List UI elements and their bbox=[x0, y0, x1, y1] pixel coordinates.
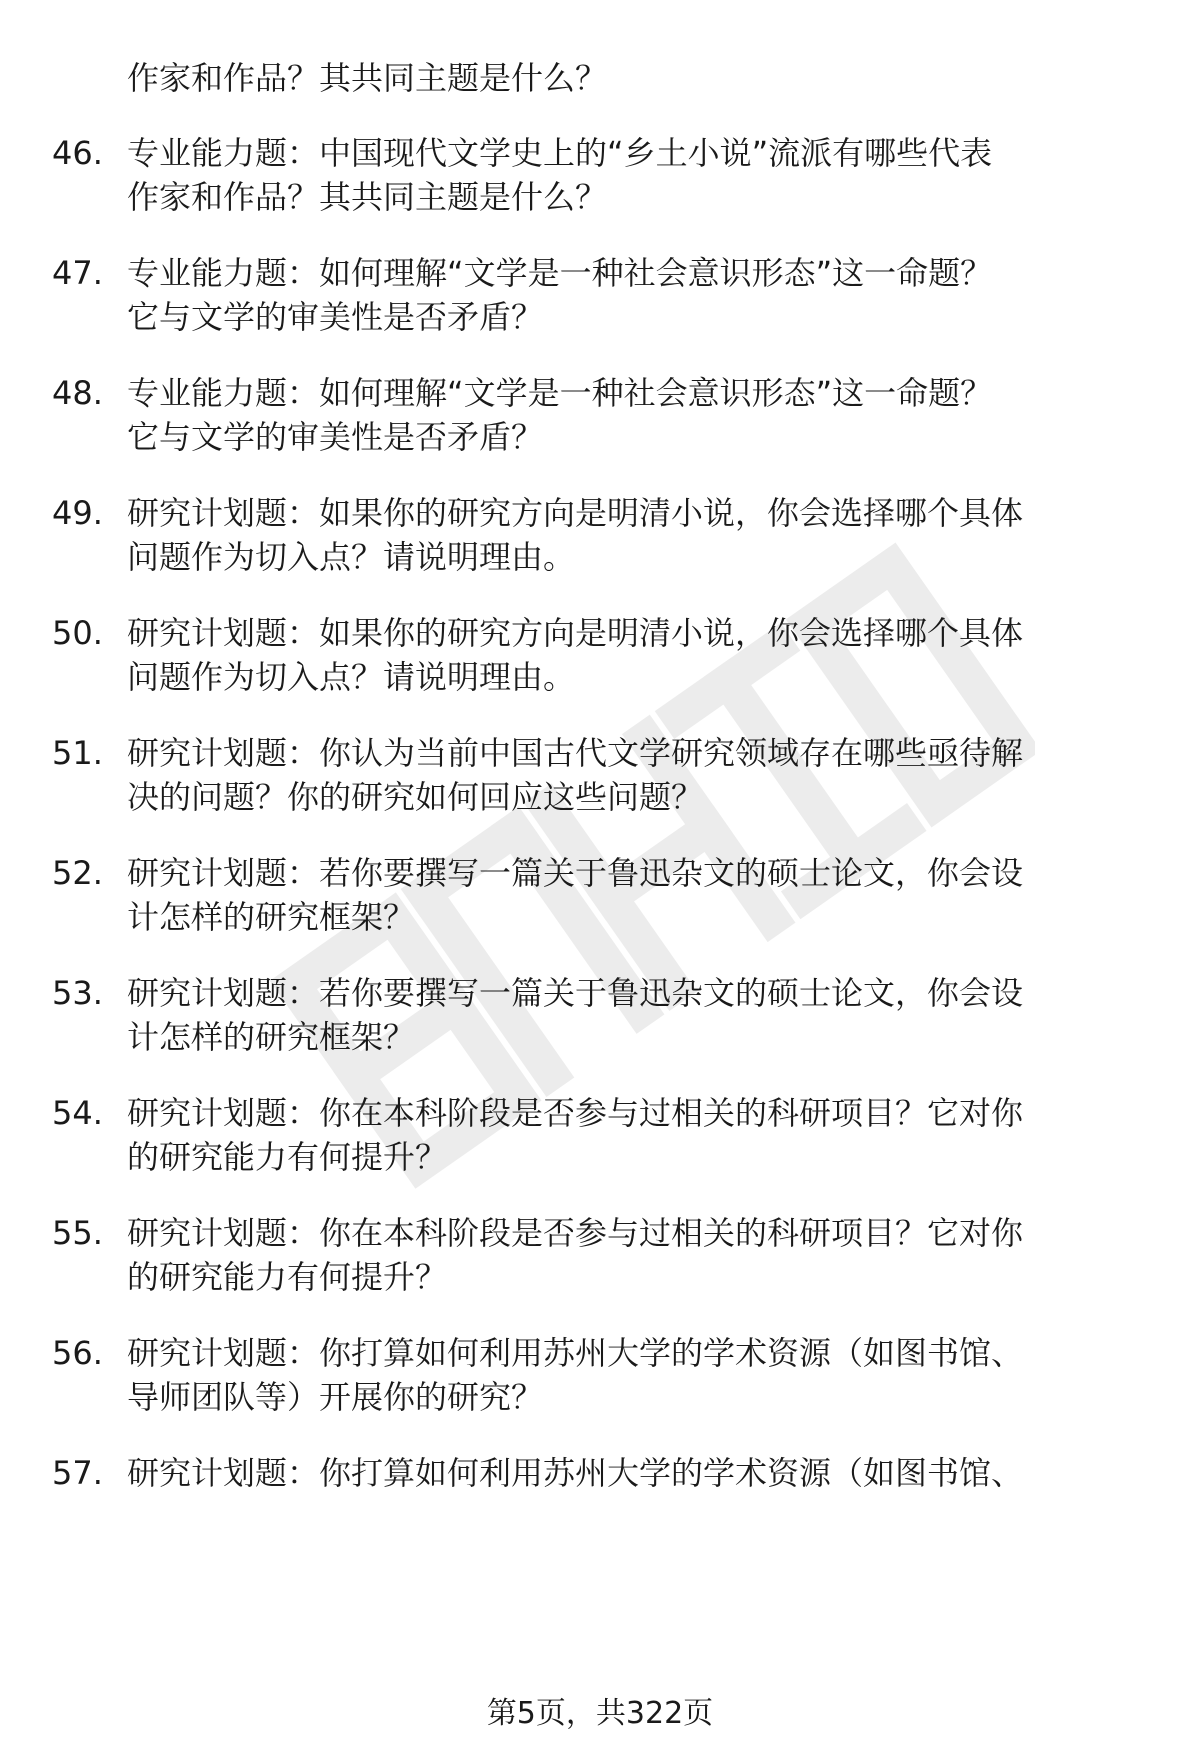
question-line: 研究计划题：你认为当前中国古代文学研究领域存在哪些亟待解 bbox=[127, 734, 1024, 772]
question-line: 研究计划题：你在本科阶段是否参与过相关的科研项目？它对你 bbox=[127, 1214, 1024, 1252]
question-text bbox=[127, 1211, 1137, 1299]
question-line: 的研究能力有何提升？ bbox=[127, 1138, 448, 1176]
question-line: 问题作为切入点？请说明理由。 bbox=[127, 538, 576, 576]
question-text bbox=[127, 611, 1137, 699]
question-number: 54. bbox=[52, 1094, 103, 1132]
question-number: 57. bbox=[52, 1454, 103, 1492]
question-number: 46. bbox=[52, 134, 103, 172]
question-text bbox=[127, 851, 1137, 939]
question-number: 47. bbox=[52, 254, 103, 292]
question-line: 研究计划题：若你要撰写一篇关于鲁迅杂文的硕士论文，你会设 bbox=[127, 974, 1024, 1012]
question-number: 52. bbox=[52, 854, 103, 892]
question-number: 56. bbox=[52, 1334, 103, 1372]
question-line: 它与文学的审美性是否矛盾？ bbox=[127, 418, 544, 456]
question-text bbox=[127, 56, 1137, 100]
question-line: 研究计划题：你打算如何利用苏州大学的学术资源（如图书馆、 bbox=[127, 1454, 1024, 1492]
question-line: 计怎样的研究框架？ bbox=[127, 1018, 416, 1056]
question-line: 研究计划题：如果你的研究方向是明清小说，你会选择哪个具体 bbox=[127, 614, 1024, 652]
question-number: 55. bbox=[52, 1214, 103, 1252]
question-text bbox=[127, 1331, 1137, 1419]
question-text bbox=[127, 131, 1137, 219]
question-text bbox=[127, 971, 1137, 1059]
question-number: 48. bbox=[52, 374, 103, 412]
question-line: 的研究能力有何提升？ bbox=[127, 1258, 448, 1296]
question-text bbox=[127, 371, 1137, 459]
question-text bbox=[127, 491, 1137, 579]
question-text bbox=[127, 731, 1137, 819]
question-line: 问题作为切入点？请说明理由。 bbox=[127, 658, 576, 696]
question-line: 研究计划题：如果你的研究方向是明清小说，你会选择哪个具体 bbox=[127, 494, 1024, 532]
question-line: 研究计划题：若你要撰写一篇关于鲁迅杂文的硕士论文，你会设 bbox=[127, 854, 1024, 892]
question-line: 专业能力题：如何理解“文学是一种社会意识形态”这一命题？ bbox=[127, 374, 993, 412]
question-text bbox=[127, 251, 1137, 339]
question-line: 决的问题？你的研究如何回应这些问题？ bbox=[127, 778, 704, 816]
question-line: 计怎样的研究框架？ bbox=[127, 898, 416, 936]
question-number: 53. bbox=[52, 974, 103, 1012]
question-number: 50. bbox=[52, 614, 103, 652]
question-text bbox=[127, 1451, 1137, 1495]
question-line: 导师团队等）开展你的研究？ bbox=[127, 1378, 544, 1416]
question-line: 作家和作品？其共同主题是什么？ bbox=[127, 178, 608, 216]
question-line: 研究计划题：你打算如何利用苏州大学的学术资源（如图书馆、 bbox=[127, 1334, 1024, 1372]
question-number: 49. bbox=[52, 494, 103, 532]
question-number: 51. bbox=[52, 734, 103, 772]
question-line: 专业能力题：如何理解“文学是一种社会意识形态”这一命题？ bbox=[127, 254, 993, 292]
question-line: 研究计划题：你在本科阶段是否参与过相关的科研项目？它对你 bbox=[127, 1094, 1024, 1132]
question-line: 作家和作品？其共同主题是什么？ bbox=[127, 59, 608, 97]
question-text bbox=[127, 1091, 1137, 1179]
page-footer: 第5页，共322页 bbox=[486, 1696, 714, 1731]
question-line: 它与文学的审美性是否矛盾？ bbox=[127, 298, 544, 336]
question-line: 专业能力题：中国现代文学史上的“乡土小说”流派有哪些代表 bbox=[127, 134, 993, 172]
